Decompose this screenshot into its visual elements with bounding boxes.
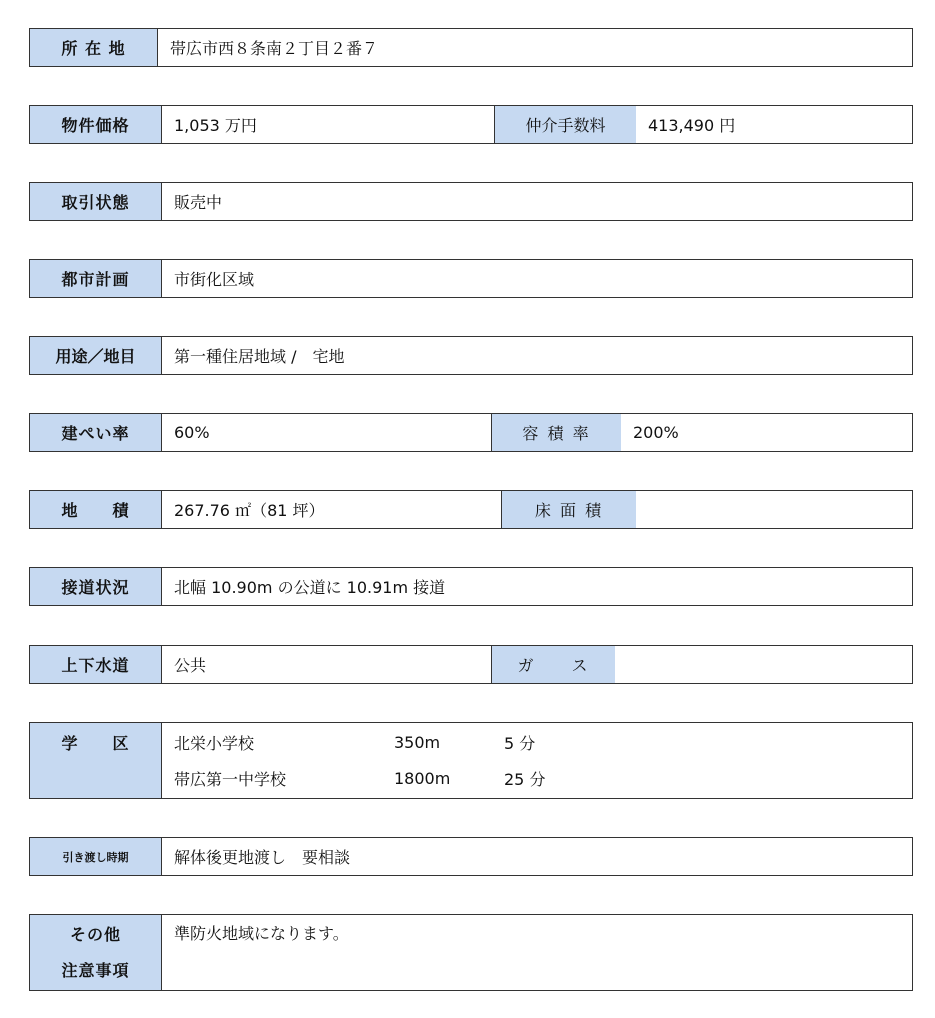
price-label: 物件価格 bbox=[30, 106, 162, 143]
gas-value bbox=[615, 646, 912, 683]
school-name: 帯広第一中学校 bbox=[174, 770, 287, 789]
city-plan-value: 市街化区域 bbox=[174, 270, 255, 289]
road-value: 北幅 10.90m の公道に 10.91m 接道 bbox=[174, 578, 446, 597]
school-item-elementary bbox=[174, 725, 564, 761]
far-label: 容 積 率 bbox=[491, 414, 621, 451]
zoning-value: 第一種住居地域 / 宅地 bbox=[174, 347, 345, 366]
status-value: 販売中 bbox=[174, 193, 223, 212]
school-label: 学 区 bbox=[30, 723, 162, 798]
water-label: 上下水道 bbox=[30, 646, 162, 683]
coverage-value: 60% bbox=[174, 423, 210, 442]
notes-label-line2: 注意事項 bbox=[61, 960, 130, 980]
school-distance: 1800m bbox=[394, 769, 451, 788]
fee-label: 仲介手数料 bbox=[494, 106, 636, 143]
city-plan-row bbox=[29, 259, 913, 298]
floor-area-value bbox=[636, 491, 912, 528]
school-time: 5 分 bbox=[504, 734, 536, 753]
school-row bbox=[29, 722, 913, 799]
coverage-label: 建ぺい率 bbox=[30, 414, 162, 451]
notes-label bbox=[30, 915, 162, 990]
handover-value: 解体後更地渡し 要相談 bbox=[174, 848, 351, 867]
handover-row bbox=[29, 837, 913, 876]
road-row bbox=[29, 567, 913, 606]
fee-value: 413,490 円 bbox=[648, 116, 736, 135]
school-item-junior-high bbox=[174, 761, 564, 797]
area-label: 地 積 bbox=[30, 491, 162, 528]
area-row bbox=[29, 490, 913, 529]
price-value: 1,053 万円 bbox=[174, 116, 257, 135]
area-value: 267.76 ㎡（81 坪） bbox=[174, 501, 325, 520]
gas-label: ガ ス bbox=[491, 646, 615, 683]
zoning-row bbox=[29, 336, 913, 375]
school-list bbox=[162, 723, 564, 798]
far-value: 200% bbox=[633, 423, 679, 442]
city-plan-label: 都市計画 bbox=[30, 260, 162, 297]
coverage-row bbox=[29, 413, 913, 452]
water-value: 公共 bbox=[174, 656, 207, 675]
school-time: 25 分 bbox=[504, 770, 546, 789]
road-label: 接道状況 bbox=[30, 568, 162, 605]
notes-value: 準防火地域になります。 bbox=[174, 924, 349, 943]
water-row bbox=[29, 645, 913, 684]
handover-label: 引き渡し時期 bbox=[30, 838, 162, 875]
status-label: 取引状態 bbox=[30, 183, 162, 220]
location-label: 所 在 地 bbox=[30, 29, 158, 66]
notes-label-line1: その他 bbox=[69, 924, 121, 944]
school-distance: 350m bbox=[394, 733, 441, 752]
floor-area-label: 床 面 積 bbox=[501, 491, 636, 528]
zoning-label: 用途／地目 bbox=[30, 337, 162, 374]
status-row bbox=[29, 182, 913, 221]
location-value: 帯広市西８条南２丁目２番７ bbox=[170, 39, 379, 58]
location-row bbox=[29, 28, 913, 67]
school-name: 北栄小学校 bbox=[174, 734, 255, 753]
notes-row bbox=[29, 914, 913, 991]
price-row bbox=[29, 105, 913, 144]
